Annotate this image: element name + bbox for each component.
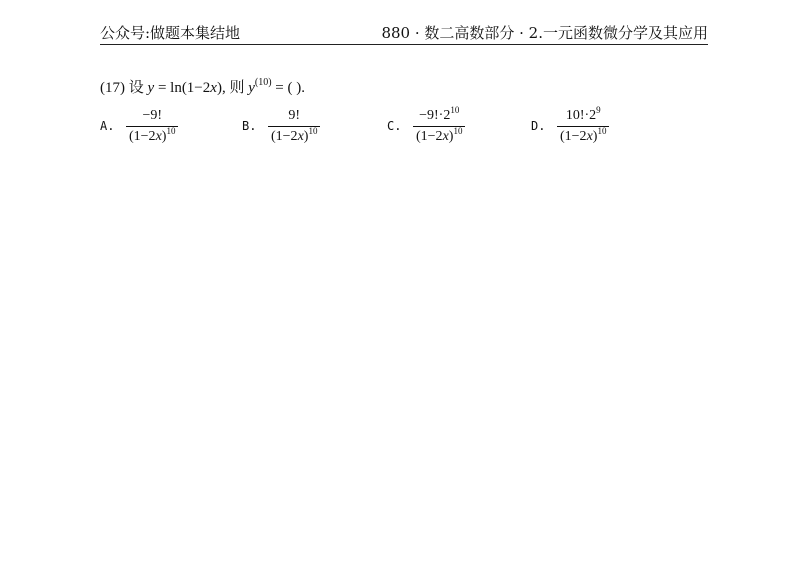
den-text-a: (1−2 (416, 129, 443, 144)
eq-tail: = ( ). (271, 80, 305, 96)
denominator (413, 127, 465, 145)
fraction (268, 108, 320, 145)
question-17 (100, 76, 305, 97)
eq-part-1: = ln(1−2 (154, 80, 211, 96)
fraction (126, 108, 178, 145)
den-text-a: (1−2 (129, 129, 156, 144)
den-exponent: 10 (597, 126, 607, 136)
den-exponent: 10 (166, 126, 176, 136)
denominator (557, 127, 609, 145)
option-label: C. (387, 119, 402, 133)
den-var: x (586, 129, 593, 144)
numerator (416, 105, 462, 126)
numerator-text: −9! (142, 108, 162, 123)
den-text-b: ) (448, 129, 454, 144)
option-label: D. (531, 119, 546, 133)
numerator-text: −9!·2 (419, 108, 451, 123)
numerator-text: 9! (288, 108, 301, 123)
den-var: x (297, 129, 304, 144)
den-var: x (442, 129, 449, 144)
var-y: y (147, 80, 155, 96)
numerator (563, 105, 604, 126)
header-chapter: 880 · 数二高数部分 · 2.一元函数微分学及其应用 (381, 24, 708, 42)
num-exponent: 10 (450, 105, 460, 115)
option-label: B. (242, 119, 257, 133)
numerator (285, 108, 303, 126)
den-text-b: ) (161, 129, 167, 144)
question-number: (17) (100, 80, 125, 96)
num-exponent: 9 (596, 105, 601, 115)
question-prefix: 设 (128, 80, 144, 96)
eq-part-2: ), 则 (216, 80, 249, 96)
den-exponent: 10 (453, 126, 463, 136)
den-text-b: ) (592, 129, 598, 144)
fraction (413, 105, 465, 145)
den-exponent: 10 (308, 126, 318, 136)
den-text-a: (1−2 (560, 129, 587, 144)
numerator-text: 10!·2 (565, 108, 597, 123)
den-var: x (155, 129, 162, 144)
derivative-order: (10) (254, 77, 272, 88)
den-text-a: (1−2 (271, 129, 298, 144)
var-x: x (210, 80, 217, 96)
denominator (268, 127, 320, 145)
den-text-b: ) (303, 129, 309, 144)
var-y-derivative: y (248, 80, 255, 96)
answer-options (100, 105, 700, 154)
denominator (126, 127, 178, 145)
page-header (100, 22, 708, 45)
header-source: 公众号:做题本集结地 (100, 24, 241, 42)
fraction (557, 105, 609, 145)
numerator (139, 108, 165, 126)
option-label: A. (100, 119, 115, 133)
